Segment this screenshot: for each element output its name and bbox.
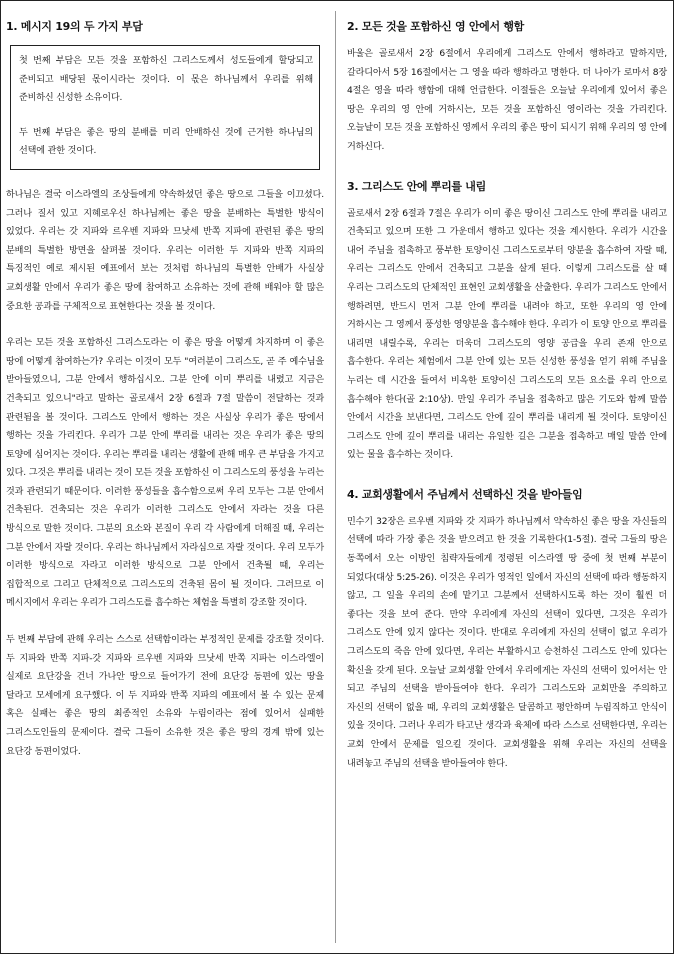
left-paragraph-2: 우리는 모든 것을 포함하신 그리스도라는 이 좋은 땅을 어떻게 차지하며 이 좋은 땅에 어떻게 참여하는가? 우리는 이것이 모두 "여러분이 그리스도, 곧 주 예수님을 받아들였으니, 그분 안에서 행하십시오. 그분 안에 이미 뿌리를 내렸고 지금은 건축되고 있으니"라고 말하는 골로새서 2장 6절과 7절 말씀이 전달하는 것과 관련됨을 볼 것이다. 그리스도 안에서 행하는 것은 사실상 우리가 좋은 땅에서 행하는 것을 가리킨다. 우리가 그분 안에 뿌리를 내리는 것은 우리가 좋은 땅의 토양에 심어지는 것이다. 우리는 뿌리를 내리는 생활에 관해 매우 큰 부담을 가지고 있다. 그것은 뿌리를 내리는 것이 모든 것을 포함하신 이 그리스도의 풍성을 누리는 것과 관련되기 때문이다. 이러한 풍성들을 흡수함으로써 우리 모두는 그분 안에서 건축된다. 건축되는 것은 우리가 이러한 그리스도 안에서 자라는 것을 다른 방식으로 말한 것이다. 그분의 요소와 본질이 우리 각 사람에게 더해질 때, 우리는 그분 안에서 자랄 것이다. 우리는 하나님께서 자라심으로 자랄 것이다. 우리 모두가 이러한 방식으로 자라고 이러한 방식으로 그분 안에서 건축될 때, 우리는 집합적으로 그리고 단체적으로 그리스도의 건축된 몸이 될 것이다. 그러므로 이 메시지에서 우리는 우리가 그리스도를 흡수하는 체험을 특별히 강조할 것이다.	[6, 338, 324, 609]
left-paragraph-3: 두 번째 부담에 관해 우리는 스스로 선택함이라는 부정적인 문제를 강조할 것이다. 두 지파와 반쪽 지파-갓 지파와 르우벤 지파와 므낫세 반쪽 지파는 이스라엘이 실제로 요단강을 건너 가나안 땅으로 들어가기 전에 요단강 동편에 있는 땅을 달라고 모세에게 요구했다. 이 두 지파와 반쪽 지파의 예표에서 볼 수 있는 문제 혹은 실패는 좋은 땅의 최종적인 소유와 누림이라는 점에 있어서 실패한 그리스도인들의 문제이다. 결국 그들이 소유한 것은 좋은 땅의 경계 밖에 있는 요단강 동편이었다.	[6, 635, 324, 757]
section-3	[347, 179, 667, 465]
box-paragraph-2: 두 번째 부담은 좋은 땅의 분배를 미리 안배하신 것에 근거한 하나님의 선택에 관한 것이다.	[19, 127, 313, 157]
column-divider	[335, 11, 336, 943]
section-3-title: 3. 그리스도 안에 뿌리를 내림	[347, 179, 486, 193]
section-2	[347, 19, 667, 157]
burden-summary-box	[10, 45, 320, 170]
section-1-title: 1. 메시지 19의 두 가지 부담	[6, 20, 143, 33]
section-4	[347, 487, 667, 773]
left-paragraph-1: 하나님은 결국 이스라엘의 조상들에게 약속하셨던 좋은 땅으로 그들을 이끄셨다. 그러나 질서 있고 지혜로우신 하나님께는 좋은 땅을 분배하는 특별한 방식이 있었다. 우리는 갓 지파와 르우벤 지파와 므낫세 반쪽 지파에 관련된 좋은 땅의 분배의 특별한 방면을 살펴볼 것이다. 우리는 이러한 두 지파와 반쪽 지파의 특징적인 예로 제시된 예표에서 보는 것처럼 하나님의 특별한 안배가 사실상 교회생활 안에서 우리가 좋은 땅에 참여하고 소유하는 것에 관해 배워야 할 많은 중요한 공과를 구체적으로 표현한다는 것을 볼 것이다.	[6, 189, 324, 312]
left-column	[6, 19, 324, 779]
right-column	[347, 19, 667, 795]
section-4-title: 4. 교회생활에서 주님께서 선택하신 것을 받아들임	[347, 487, 583, 501]
section-4-paragraph: 민수기 32장은 르우벤 지파와 갓 지파가 하나님께서 약속하신 좋은 땅을 자신들의 선택에 따라 가장 좋은 것을 받으려고 한 것을 기록한다(1-5절). 결국 그들의 땅은 동쪽에서 오는 이방인 침략자들에게 정령된 이스라엘 땅 중에 첫 번째 부분이 되었다(대상 5:25-26). 이것은 우리가 영적인 일에서 자신의 선택에 따라 행동하지 않고, 그 일을 우리의 손에 맡기고 그분께서 선택하시도록 하는 것이 훨씬 더 좋다는 것을 보여 준다. 만약 우리에게 자신의 선택이 있다면, 그것은 우리가 그리스도 안에 있지 않다는 것이다. 반대로 우리에게 자신의 선택이 없고 우리가 그리스도의 죽음 안에 있다면, 우리는 부활하시고 승천하신 그리스도 안에 있다는 확신을 갖게 된다. 오늘날 교회생활 안에서 우리에게는 자신의 선택이 있어서는 안 되고 주님의 선택을 받아들여야 한다. 우리가 그리스도와 교회만을 주의하고 자신의 선택이 없을 때, 우리의 교회생활은 달콤하고 평안하며 누림직하고 안식이 있을 것이다. 그러나 우리가 타고난 생각과 육체에 따라 스스로 선택한다면, 우리는 교회 안에서 문제를 일으킬 것이다. 교회생활을 위해 우리는 자신의 선택을 내려놓고 주님의 선택을 받아들여야 한다.	[347, 516, 667, 769]
section-2-title: 2. 모든 것을 포함하신 영 안에서 행함	[347, 20, 524, 33]
box-paragraph-1: 첫 번째 부담은 모든 것을 포함하신 그리스도께서 성도들에게 할당되고 준비되고 배당된 몫이시라는 것이다. 이 몫은 하나님께서 우리를 위해 준비하신 신성한 소유이다.	[19, 56, 313, 104]
section-2-paragraph: 바울은 골로새서 2장 6절에서 우리에게 그리스도 안에서 행하라고 말하지만, 갈라디아서 5장 16절에서는 그 영을 따라 행하라고 명한다. 더 나아가 로마서 8장 4절은 영을 따라 행함에 대해 언급한다. 이절들은 오늘날 우리에게 있어서 좋은 땅은 우리의 영 안에 거하시는, 모든 것을 포함하신 영이라는 것을 가리킨다. 오늘날이 모든 것을 포함하신 영께서 우리의 좋은 땅이 되시기 위해 우리의 영 안에 거하신다.	[347, 49, 667, 152]
section-3-paragraph: 골로새서 2장 6절과 7절은 우리가 이미 좋은 땅이신 그리스도 안에 뿌리를 내리고 건축되고 있으며 또한 그 가운데서 행하고 있다는 것을 계시한다. 우리가 시간을 내어 주님을 접촉하고 풍부한 토양이신 그리스도로부터 양분을 흡수하여 자랄 때, 우리는 그리스도 안에서 건축되고 그분을 살게 된다. 이렇게 그리스도를 살 때 우리는 그리스도의 단체적인 표현인 교회생활을 산출한다. 우리가 그리스도 안에서 행하려면, 반드시 먼저 그분 안에 뿌리를 내려야 하고, 또한 우리의 영 안에 거하시는 그 영께서 풍성한 영양분을 흡수해야 한다. 우리가 이 토양 안으로 뿌리를 내리면 내릴수록, 우리는 더욱더 그리스도의 영양 공급을 우리 존재 안으로 흡수한다. 우리는 체험에서 그분 안에 있는 모든 신성한 풍성을 얻기 위해 주님을 누리는 데 시간을 들여서 비옥한 토양이신 그리스도의 모든 요소를 우리 안으로 흡수해야 한다(골 2:10상). 만일 우리가 주님을 접촉하고 많은 기도와 함께 말씀 안에서 시간을 보낸다면, 그리스도 안에 깊이 뿌리를 내리게 될 것이다. 토양이신 그리스도 안에 깊이 뿌리를 내리는 유일한 길은 그분을 접촉하고 매일 말씀 안에 있는 물을 흡수하는 것이다.	[347, 208, 667, 461]
